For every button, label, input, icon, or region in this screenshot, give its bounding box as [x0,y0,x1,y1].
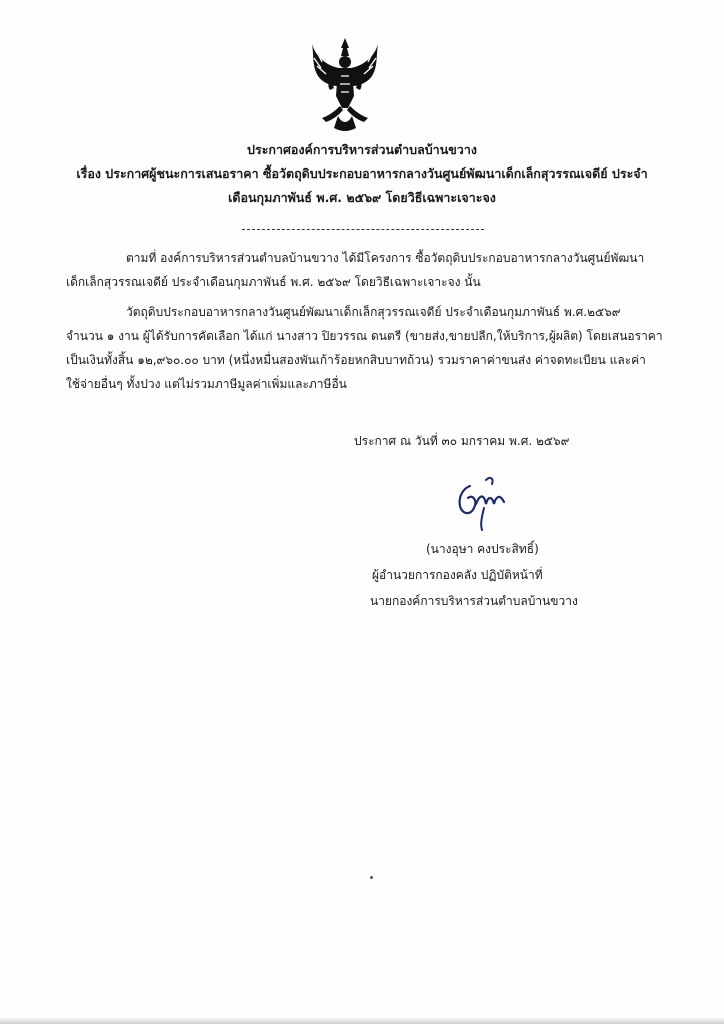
paragraph-2-line-3: เป็นเงินทั้งสิ้น ๑๒,๙๖๐.๐๐ บาท (หนึ่งหมื่นสองพันเก้าร้อยหกสิบบาทถ้วน) รวมราคาค่าขนส่ง ค่าจดทะเบียน และค่า [66,353,646,367]
org-title: ประกาศองค์การบริหารส่วนตำบลบ้านขวาง [247,142,477,157]
signer-title-2: นายกองค์การบริหารส่วนตำบลบ้านขวาง [370,594,578,608]
paragraph-2-line-1: วัตถุดิบประกอบอาหารกลางวันศูนย์พัฒนาเด็กเล็กสุวรรณเจดีย์ ประจำเดือนกุมภาพันธ์ พ.ศ.๒๕๖๙ [126,305,621,319]
dashed-separator [242,229,484,230]
announce-date: ประกาศ ณ วันที่ ๓๐ มกราคม พ.ศ. ๒๕๖๙ [354,434,570,448]
scan-edge [0,1018,724,1024]
scan-speck [370,876,373,879]
signer-name: (นางอุษา คงประสิทธิ์) [426,542,539,556]
handwritten-signature [446,474,526,536]
subject-line-2: เดือนกุมภาพันธ์ พ.ศ. ๒๕๖๙ โดยวิธีเฉพาะเจาะจง [228,190,496,205]
paragraph-2-line-2: จำนวน ๑ งาน ผู้ได้รับการคัดเลือก ได้แก่ นางสาว ปิยวรรณ ดนตรี (ขายส่ง,ขายปลีก,ให้บริการ,ผู้ผลิต) โดยเสนอราคา [66,329,663,343]
paragraph-1-line-1: ตามที่ องค์การบริหารส่วนตำบลบ้านขวาง ได้มีโครงการ ซื้อวัตถุดิบประกอบอาหารกลางวันศูนย์พัฒนา [126,251,645,265]
paragraph-1-line-2: เด็กเล็กสุวรรณเจดีย์ ประจำเดือนกุมภาพันธ์ พ.ศ. ๒๕๖๙ โดยวิธีเฉพาะเจาะจง นั้น [66,275,481,289]
subject-line-1: เรื่อง ประกาศผู้ชนะการเสนอราคา ซื้อวัตถุดิบประกอบอาหารกลางวันศูนย์พัฒนาเด็กเล็กสุวรรณเจดีย์ ประจำ [76,166,648,181]
signer-title-1: ผู้อำนวยการกองคลัง ปฏิบัติหน้าที่ [372,568,543,582]
garuda-emblem-icon [308,36,382,132]
paragraph-2-line-4: ใช้จ่ายอื่นๆ ทั้งปวง แต่ไม่รวมภาษีมูลค่าเพิ่มและภาษีอื่น [66,377,347,391]
